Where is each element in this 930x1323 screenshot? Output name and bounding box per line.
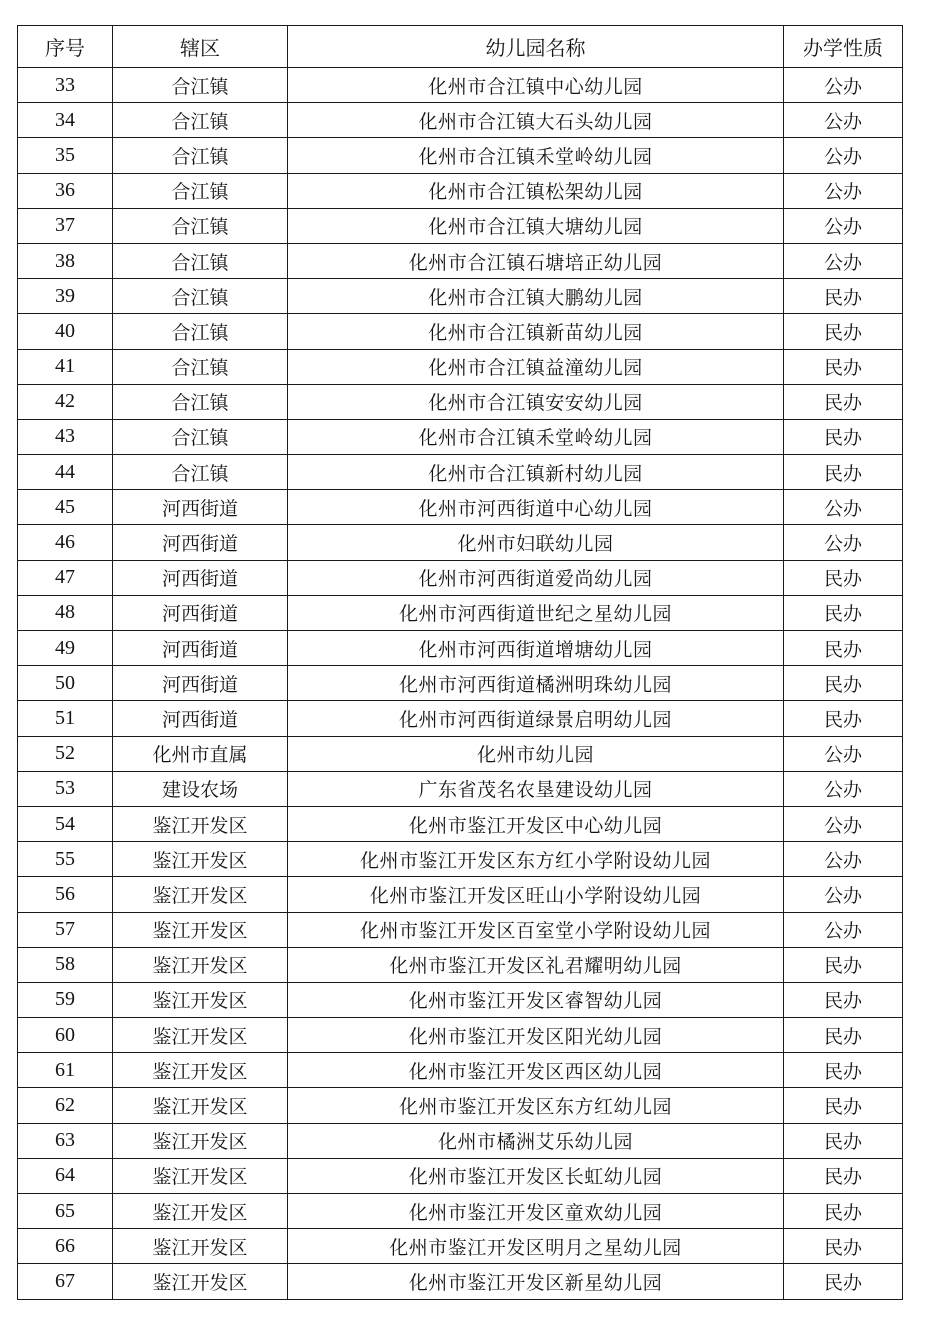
table-row xyxy=(18,1123,903,1158)
cell-serial-number: 60 xyxy=(18,1018,113,1053)
cell-kindergarten-name: 化州市合江镇大塘幼儿园 xyxy=(288,208,784,243)
table-row xyxy=(18,1194,903,1229)
cell-district: 河西街道 xyxy=(113,666,288,701)
cell-district: 鉴江开发区 xyxy=(113,877,288,912)
cell-kindergarten-name: 化州市合江镇中心幼儿园 xyxy=(288,68,784,103)
cell-kindergarten-name: 化州市鉴江开发区新星幼儿园 xyxy=(288,1264,784,1299)
cell-serial-number: 61 xyxy=(18,1053,113,1088)
cell-school-type: 民办 xyxy=(784,701,903,736)
cell-district: 鉴江开发区 xyxy=(113,1194,288,1229)
cell-serial-number: 41 xyxy=(18,349,113,384)
cell-school-type: 公办 xyxy=(784,173,903,208)
cell-serial-number: 64 xyxy=(18,1158,113,1193)
cell-serial-number: 58 xyxy=(18,947,113,982)
cell-district: 鉴江开发区 xyxy=(113,912,288,947)
table-row xyxy=(18,1018,903,1053)
cell-district: 鉴江开发区 xyxy=(113,947,288,982)
cell-kindergarten-name: 化州市合江镇安安幼儿园 xyxy=(288,384,784,419)
cell-kindergarten-name: 化州市合江镇禾堂岭幼儿园 xyxy=(288,138,784,173)
cell-kindergarten-name: 化州市合江镇禾堂岭幼儿园 xyxy=(288,419,784,454)
cell-serial-number: 59 xyxy=(18,982,113,1017)
cell-serial-number: 52 xyxy=(18,736,113,771)
cell-school-type: 公办 xyxy=(784,138,903,173)
cell-district: 合江镇 xyxy=(113,314,288,349)
cell-kindergarten-name: 化州市合江镇松架幼儿园 xyxy=(288,173,784,208)
cell-school-type: 民办 xyxy=(784,455,903,490)
table-body xyxy=(18,68,903,1300)
cell-district: 河西街道 xyxy=(113,525,288,560)
cell-school-type: 公办 xyxy=(784,877,903,912)
cell-district: 合江镇 xyxy=(113,208,288,243)
table-row xyxy=(18,560,903,595)
cell-district: 合江镇 xyxy=(113,349,288,384)
table-row xyxy=(18,1229,903,1264)
cell-district: 合江镇 xyxy=(113,279,288,314)
cell-district: 河西街道 xyxy=(113,560,288,595)
cell-district: 鉴江开发区 xyxy=(113,806,288,841)
cell-school-type: 公办 xyxy=(784,842,903,877)
table-header-row xyxy=(18,26,903,68)
table-row xyxy=(18,666,903,701)
cell-school-type: 公办 xyxy=(784,736,903,771)
cell-school-type: 民办 xyxy=(784,1264,903,1299)
cell-kindergarten-name: 化州市合江镇新村幼儿园 xyxy=(288,455,784,490)
cell-school-type: 民办 xyxy=(784,384,903,419)
cell-school-type: 民办 xyxy=(784,595,903,630)
table-row xyxy=(18,736,903,771)
cell-district: 鉴江开发区 xyxy=(113,1158,288,1193)
cell-school-type: 公办 xyxy=(784,490,903,525)
cell-school-type: 公办 xyxy=(784,243,903,278)
cell-serial-number: 45 xyxy=(18,490,113,525)
table-row xyxy=(18,525,903,560)
cell-school-type: 公办 xyxy=(784,912,903,947)
cell-serial-number: 37 xyxy=(18,208,113,243)
table-row xyxy=(18,279,903,314)
table-row xyxy=(18,771,903,806)
cell-kindergarten-name: 化州市河西街道增塘幼儿园 xyxy=(288,631,784,666)
cell-school-type: 民办 xyxy=(784,1018,903,1053)
cell-serial-number: 46 xyxy=(18,525,113,560)
kindergarten-table xyxy=(17,25,903,1300)
cell-kindergarten-name: 化州市合江镇益潼幼儿园 xyxy=(288,349,784,384)
kindergarten-list-sheet xyxy=(17,25,903,1300)
table-row xyxy=(18,103,903,138)
cell-district: 河西街道 xyxy=(113,631,288,666)
table-row xyxy=(18,912,903,947)
table-row xyxy=(18,173,903,208)
cell-serial-number: 54 xyxy=(18,806,113,841)
table-row xyxy=(18,455,903,490)
table-row xyxy=(18,243,903,278)
cell-district: 合江镇 xyxy=(113,455,288,490)
cell-school-type: 公办 xyxy=(784,68,903,103)
cell-kindergarten-name: 化州市河西街道世纪之星幼儿园 xyxy=(288,595,784,630)
cell-serial-number: 53 xyxy=(18,771,113,806)
cell-school-type: 民办 xyxy=(784,631,903,666)
cell-school-type: 民办 xyxy=(784,1088,903,1123)
cell-kindergarten-name: 化州市鉴江开发区阳光幼儿园 xyxy=(288,1018,784,1053)
cell-district: 鉴江开发区 xyxy=(113,982,288,1017)
cell-serial-number: 38 xyxy=(18,243,113,278)
cell-serial-number: 56 xyxy=(18,877,113,912)
cell-serial-number: 48 xyxy=(18,595,113,630)
cell-kindergarten-name: 化州市鉴江开发区明月之星幼儿园 xyxy=(288,1229,784,1264)
cell-kindergarten-name: 化州市河西街道爱尚幼儿园 xyxy=(288,560,784,595)
cell-serial-number: 51 xyxy=(18,701,113,736)
cell-kindergarten-name: 化州市幼儿园 xyxy=(288,736,784,771)
cell-district: 河西街道 xyxy=(113,595,288,630)
table-row xyxy=(18,842,903,877)
cell-district: 合江镇 xyxy=(113,384,288,419)
cell-school-type: 民办 xyxy=(784,1229,903,1264)
cell-kindergarten-name: 化州市鉴江开发区旺山小学附设幼儿园 xyxy=(288,877,784,912)
cell-school-type: 民办 xyxy=(784,279,903,314)
cell-school-type: 民办 xyxy=(784,314,903,349)
cell-district: 鉴江开发区 xyxy=(113,1123,288,1158)
cell-kindergarten-name: 化州市橘洲艾乐幼儿园 xyxy=(288,1123,784,1158)
cell-serial-number: 33 xyxy=(18,68,113,103)
cell-kindergarten-name: 化州市河西街道绿景启明幼儿园 xyxy=(288,701,784,736)
table-row xyxy=(18,877,903,912)
cell-school-type: 公办 xyxy=(784,806,903,841)
cell-district: 鉴江开发区 xyxy=(113,1088,288,1123)
cell-kindergarten-name: 化州市鉴江开发区童欢幼儿园 xyxy=(288,1194,784,1229)
cell-district: 建设农场 xyxy=(113,771,288,806)
cell-school-type: 民办 xyxy=(784,666,903,701)
cell-district: 合江镇 xyxy=(113,103,288,138)
cell-school-type: 公办 xyxy=(784,103,903,138)
table-row xyxy=(18,701,903,736)
cell-district: 鉴江开发区 xyxy=(113,1053,288,1088)
cell-serial-number: 36 xyxy=(18,173,113,208)
cell-serial-number: 55 xyxy=(18,842,113,877)
cell-serial-number: 67 xyxy=(18,1264,113,1299)
cell-school-type: 公办 xyxy=(784,525,903,560)
header-kindergarten-name: 幼儿园名称 xyxy=(288,26,784,68)
cell-kindergarten-name: 化州市鉴江开发区百室堂小学附设幼儿园 xyxy=(288,912,784,947)
table-row xyxy=(18,806,903,841)
cell-kindergarten-name: 化州市鉴江开发区中心幼儿园 xyxy=(288,806,784,841)
table-row xyxy=(18,982,903,1017)
cell-serial-number: 40 xyxy=(18,314,113,349)
cell-school-type: 民办 xyxy=(784,349,903,384)
cell-district: 鉴江开发区 xyxy=(113,1018,288,1053)
cell-school-type: 民办 xyxy=(784,1194,903,1229)
table-row xyxy=(18,138,903,173)
table-row xyxy=(18,349,903,384)
cell-district: 合江镇 xyxy=(113,68,288,103)
table-row xyxy=(18,595,903,630)
cell-district: 合江镇 xyxy=(113,173,288,208)
cell-school-type: 民办 xyxy=(784,1123,903,1158)
cell-district: 合江镇 xyxy=(113,419,288,454)
table-row xyxy=(18,490,903,525)
cell-district: 合江镇 xyxy=(113,138,288,173)
cell-district: 鉴江开发区 xyxy=(113,842,288,877)
cell-serial-number: 57 xyxy=(18,912,113,947)
cell-district: 鉴江开发区 xyxy=(113,1264,288,1299)
header-district: 辖区 xyxy=(113,26,288,68)
table-row xyxy=(18,1088,903,1123)
cell-serial-number: 63 xyxy=(18,1123,113,1158)
table-row xyxy=(18,947,903,982)
cell-serial-number: 44 xyxy=(18,455,113,490)
cell-district: 河西街道 xyxy=(113,701,288,736)
cell-kindergarten-name: 化州市合江镇新苗幼儿园 xyxy=(288,314,784,349)
cell-school-type: 公办 xyxy=(784,771,903,806)
cell-serial-number: 47 xyxy=(18,560,113,595)
table-row xyxy=(18,631,903,666)
cell-serial-number: 42 xyxy=(18,384,113,419)
header-serial-number: 序号 xyxy=(18,26,113,68)
cell-serial-number: 50 xyxy=(18,666,113,701)
cell-kindergarten-name: 广东省茂名农垦建设幼儿园 xyxy=(288,771,784,806)
cell-district: 合江镇 xyxy=(113,243,288,278)
cell-serial-number: 66 xyxy=(18,1229,113,1264)
cell-kindergarten-name: 化州市鉴江开发区睿智幼儿园 xyxy=(288,982,784,1017)
cell-serial-number: 62 xyxy=(18,1088,113,1123)
cell-kindergarten-name: 化州市合江镇石塘培正幼儿园 xyxy=(288,243,784,278)
table-row xyxy=(18,419,903,454)
cell-kindergarten-name: 化州市鉴江开发区长虹幼儿园 xyxy=(288,1158,784,1193)
cell-serial-number: 34 xyxy=(18,103,113,138)
cell-kindergarten-name: 化州市河西街道橘洲明珠幼儿园 xyxy=(288,666,784,701)
cell-school-type: 民办 xyxy=(784,419,903,454)
cell-kindergarten-name: 化州市合江镇大石头幼儿园 xyxy=(288,103,784,138)
cell-kindergarten-name: 化州市河西街道中心幼儿园 xyxy=(288,490,784,525)
cell-serial-number: 43 xyxy=(18,419,113,454)
table-row xyxy=(18,1053,903,1088)
cell-kindergarten-name: 化州市妇联幼儿园 xyxy=(288,525,784,560)
cell-school-type: 民办 xyxy=(784,1053,903,1088)
cell-school-type: 民办 xyxy=(784,947,903,982)
cell-serial-number: 49 xyxy=(18,631,113,666)
cell-kindergarten-name: 化州市鉴江开发区东方红小学附设幼儿园 xyxy=(288,842,784,877)
cell-district: 河西街道 xyxy=(113,490,288,525)
table-row xyxy=(18,384,903,419)
cell-school-type: 公办 xyxy=(784,208,903,243)
cell-kindergarten-name: 化州市鉴江开发区礼君耀明幼儿园 xyxy=(288,947,784,982)
table-row xyxy=(18,314,903,349)
cell-school-type: 民办 xyxy=(784,1158,903,1193)
table-row xyxy=(18,1264,903,1299)
cell-kindergarten-name: 化州市鉴江开发区东方红幼儿园 xyxy=(288,1088,784,1123)
cell-serial-number: 39 xyxy=(18,279,113,314)
cell-serial-number: 65 xyxy=(18,1194,113,1229)
header-school-type: 办学性质 xyxy=(784,26,903,68)
cell-serial-number: 35 xyxy=(18,138,113,173)
cell-district: 鉴江开发区 xyxy=(113,1229,288,1264)
cell-kindergarten-name: 化州市鉴江开发区西区幼儿园 xyxy=(288,1053,784,1088)
table-row xyxy=(18,1158,903,1193)
table-row xyxy=(18,68,903,103)
cell-school-type: 民办 xyxy=(784,560,903,595)
cell-school-type: 民办 xyxy=(784,982,903,1017)
cell-district: 化州市直属 xyxy=(113,736,288,771)
table-row xyxy=(18,208,903,243)
cell-kindergarten-name: 化州市合江镇大鹏幼儿园 xyxy=(288,279,784,314)
